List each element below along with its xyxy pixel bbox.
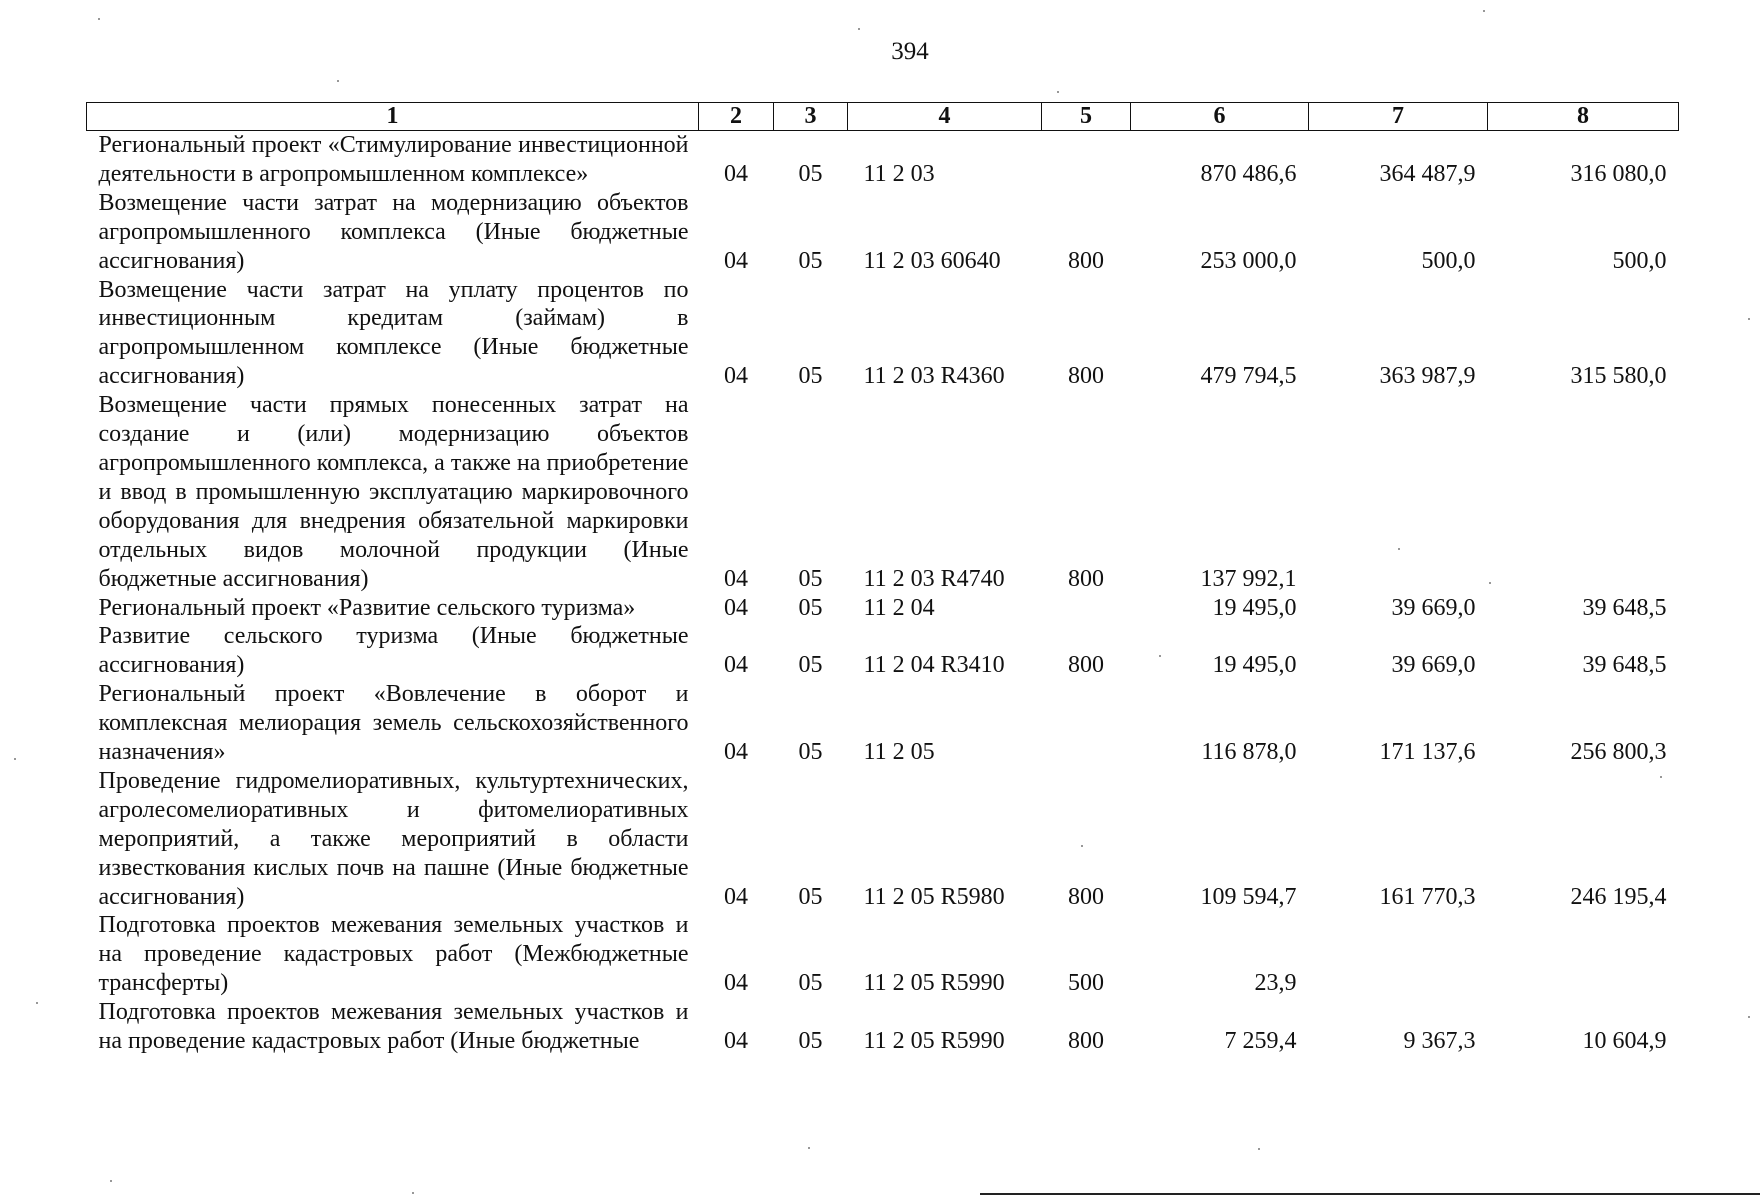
amount-col-7: 171 137,6: [1379, 739, 1476, 766]
scan-speck: [337, 80, 339, 82]
amount-col-7: 364 487,9: [1379, 160, 1476, 187]
target-article-code: 11 2 05 R5980: [863, 883, 1005, 910]
scan-speck: [1258, 1148, 1260, 1150]
section-code: 04: [724, 363, 748, 390]
column-header-8: 8: [1488, 103, 1679, 131]
section-code: 04: [724, 565, 748, 592]
scan-speck: [808, 1147, 810, 1149]
subsection-code: 05: [798, 1028, 823, 1055]
row-name: Проведение гидромелиоративных, культуртехнических, агролесомелиоративных и фитомелиоративных мероприятий, а также мероприятий в области известкования кислых почв на пашне (Иные бюджетные ассигнования): [98, 767, 689, 910]
row-name: Возмещение части затрат на уплату процентов по инвестиционным кредитам (займам) в агропромышленном комплексе (Иные бюджетные ассигнования): [98, 276, 689, 390]
amount-col-6: 19 495,0: [1212, 652, 1297, 679]
scan-speck: [1489, 582, 1491, 584]
amount-col-6: 253 000,0: [1200, 247, 1297, 274]
target-article-code: 11 2 03 60640: [863, 247, 1001, 274]
scan-speck: [1081, 845, 1083, 847]
subsection-code: 05: [798, 970, 823, 997]
scan-speck: [1398, 548, 1400, 550]
amount-col-8: 256 800,3: [1570, 739, 1667, 766]
section-code: 04: [724, 160, 748, 187]
scan-speck: [1483, 10, 1485, 12]
subsection-code: 05: [798, 652, 823, 679]
subsection-code: 05: [798, 565, 823, 592]
amount-col-7: 363 987,9: [1379, 363, 1476, 390]
column-header-4: 4: [848, 103, 1042, 131]
amount-col-6: 109 594,7: [1200, 883, 1297, 910]
table-row: [87, 767, 1679, 912]
row-name: Подготовка проектов межевания земельных участков и на проведение кадастровых работ (Иные бюджетные: [98, 999, 689, 1055]
amount-col-6: 23,9: [1254, 970, 1297, 997]
amount-col-8: 315 580,0: [1570, 363, 1667, 390]
table-header: [87, 103, 1679, 131]
row-name: Региональный проект «Стимулирование инвестиционной деятельности в агропромышленном комплексе»: [98, 132, 689, 187]
table-row: [87, 276, 1679, 392]
table-row: [87, 911, 1679, 998]
amount-col-8: 500,0: [1612, 247, 1667, 274]
table-row: [87, 998, 1679, 1056]
amount-col-7: 9 367,3: [1403, 1028, 1476, 1055]
expense-type-code: 800: [1068, 1028, 1104, 1055]
expense-type-code: [1042, 680, 1131, 767]
budget-table: [86, 102, 1679, 1056]
scan-speck: [1748, 1016, 1750, 1018]
row-name: Региональный проект «Развитие сельского туризма»: [98, 594, 636, 621]
scan-speck: [1748, 318, 1750, 320]
subsection-code: 05: [798, 247, 823, 274]
section-code: 04: [724, 247, 748, 274]
column-header-7: 7: [1309, 103, 1488, 131]
table-row: [87, 594, 1679, 623]
amount-col-7: 161 770,3: [1379, 883, 1476, 910]
amount-col-7: [1309, 391, 1488, 593]
scan-speck: [98, 18, 100, 20]
scan-speck: [36, 1002, 38, 1004]
amount-col-8: 39 648,5: [1582, 594, 1667, 621]
target-article-code: 11 2 05 R5990: [863, 1028, 1005, 1055]
column-header-2: 2: [699, 103, 774, 131]
section-code: 04: [724, 883, 748, 910]
target-article-code: 11 2 03 R4360: [863, 363, 1005, 390]
expense-type-code: 800: [1068, 883, 1104, 910]
row-name: Региональный проект «Вовлечение в оборот и комплексная мелиорация земель сельскохозяйственного назначения»: [98, 681, 689, 766]
amount-col-6: 137 992,1: [1200, 565, 1297, 592]
table-row: [87, 680, 1679, 767]
row-name: Возмещение части затрат на модернизацию объектов агропромышленного комплекса (Иные бюджетные ассигнования): [98, 189, 689, 274]
row-name: Развитие сельского туризма (Иные бюджетные ассигнования): [98, 623, 689, 679]
scan-speck: [412, 1192, 414, 1194]
amount-col-6: 116 878,0: [1201, 739, 1297, 766]
amount-col-8: 10 604,9: [1582, 1028, 1667, 1055]
table-row: [87, 131, 1679, 189]
amount-col-6: 19 495,0: [1212, 594, 1297, 621]
table-row: [87, 391, 1679, 593]
table-row: [87, 622, 1679, 680]
target-article-code: 11 2 03: [863, 160, 935, 187]
target-article-code: 11 2 05: [863, 739, 935, 766]
expense-type-code: 800: [1068, 565, 1104, 592]
amount-col-7: [1309, 911, 1488, 998]
section-code: 04: [724, 970, 748, 997]
scan-speck: [1660, 776, 1662, 778]
amount-col-6: 7 259,4: [1224, 1028, 1297, 1055]
section-code: 04: [724, 739, 748, 766]
section-code: 04: [724, 652, 748, 679]
expense-type-code: 800: [1068, 652, 1104, 679]
table-body: [87, 131, 1679, 1057]
column-header-5: 5: [1042, 103, 1131, 131]
amount-col-8: [1488, 391, 1679, 593]
amount-col-8: [1488, 911, 1679, 998]
column-header-1: 1: [87, 103, 699, 131]
page-number: 394: [891, 38, 929, 65]
column-header-3: 3: [774, 103, 848, 131]
row-name: Подготовка проектов межевания земельных участков и на проведение кадастровых работ (Межбюджетные трансферты): [98, 912, 689, 997]
target-article-code: 11 2 04 R3410: [863, 652, 1005, 679]
expense-type-code: 500: [1068, 970, 1104, 997]
target-article-code: 11 2 03 R4740: [863, 565, 1005, 592]
scan-speck: [14, 758, 16, 760]
row-name: Возмещение части прямых понесенных затрат на создание и (или) модернизацию объектов агропромышленного комплекса, а также на приобретение и ввод в промышленную эксплуатацию маркировочного оборудования для внедрения обязательной маркировки отдельных видов молочной продукции (Иные бюджетные ассигнования): [98, 392, 689, 592]
subsection-code: 05: [798, 363, 823, 390]
header-row: [87, 103, 1679, 131]
expense-type-code: [1042, 131, 1131, 189]
expense-type-code: 800: [1068, 363, 1104, 390]
amount-col-6: 870 486,6: [1200, 160, 1297, 187]
section-code: 04: [724, 594, 748, 621]
expense-type-code: [1042, 594, 1131, 623]
subsection-code: 05: [798, 160, 823, 187]
amount-col-8: 39 648,5: [1582, 652, 1667, 679]
scan-speck: [1057, 91, 1059, 93]
amount-col-8: 246 195,4: [1570, 883, 1667, 910]
page-edge-line: [980, 1193, 1760, 1195]
amount-col-7: 39 669,0: [1391, 594, 1476, 621]
amount-col-6: 479 794,5: [1200, 363, 1297, 390]
subsection-code: 05: [798, 883, 823, 910]
table-row: [87, 189, 1679, 276]
target-article-code: 11 2 04: [863, 594, 935, 621]
section-code: 04: [724, 1028, 748, 1055]
amount-col-7: 500,0: [1421, 247, 1476, 274]
amount-col-7: 39 669,0: [1391, 652, 1476, 679]
scan-speck: [858, 28, 860, 30]
scan-speck: [110, 1180, 112, 1182]
amount-col-8: 316 080,0: [1570, 160, 1667, 187]
scan-speck: [1159, 655, 1161, 657]
subsection-code: 05: [798, 739, 823, 766]
column-header-6: 6: [1131, 103, 1309, 131]
subsection-code: 05: [798, 594, 823, 621]
expense-type-code: 800: [1068, 247, 1104, 274]
target-article-code: 11 2 05 R5990: [863, 970, 1005, 997]
